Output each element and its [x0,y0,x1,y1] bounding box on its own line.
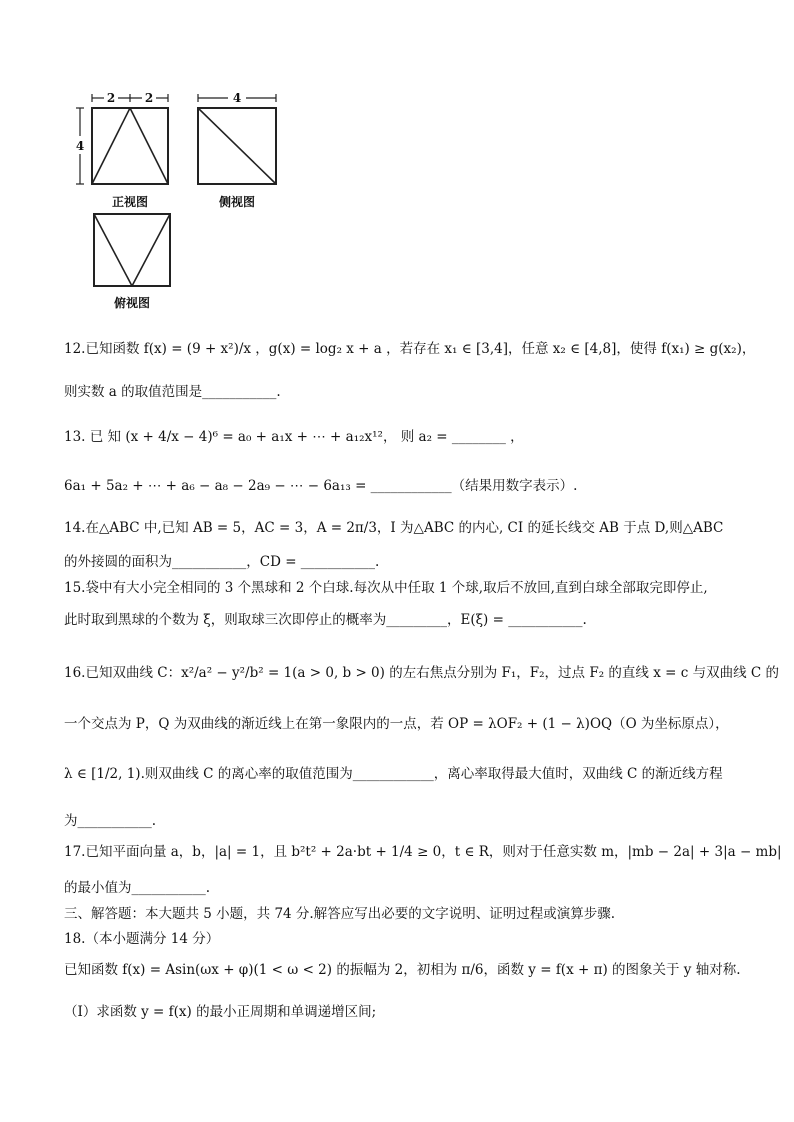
problem-13-line1: 13. 已 知 (x + 4/x − 4)⁶ = a₀ + a₁x + ⋯ + a₁₂x¹²， 则 a₂ = ________ ， [64,429,524,445]
problem-13-line2: 6a₁ + 5a₂ + ⋯ + a₆ − a₈ − 2a₉ − ⋯ − 6a₁₃ = ____________（结果用数字表示）. [64,478,578,494]
problem-18-header: 18.（本小题满分 14 分） [64,931,220,947]
problem-12-line1: 12.已知函数 f(x) = (9 + x²)/x ，g(x) = log₂ x + a ，若存在 x₁ ∈ [3,4]，任意 x₂ ∈ [4,8]，使得 f(x₁) ≥ g(x₂)， [64,341,756,357]
problem-18-line1: 已知函数 f(x) = Asin(ωx + φ)(1 < ω < 2) 的振幅为 2，初相为 π/6，函数 y = f(x + π) 的图象关于 y 轴对称. [64,962,741,978]
problem-18-part1: （Ⅰ）求函数 y = f(x) 的最小正周期和单调递增区间; [64,1004,377,1020]
problem-16-line2: 一个交点为 P，Q 为双曲线的渐近线上在第一象限内的一点，若 OP = λOF₂ + (1 − λ)OQ（O 为坐标原点）， [64,716,729,732]
problem-14-line1: 14.在△ABC 中,已知 AB = 5，AC = 3，A = 2π/3，I 为△ABC 的内心, CI 的延长线交 AB 于点 D,则△ABC [64,520,724,536]
problem-16-line3: λ ∈ [1/2, 1).则双曲线 C 的离心率的取值范围为____________，离心率取得最大值时，双曲线 C 的渐近线方程 [64,766,723,782]
side-view [198,91,276,209]
top-view-caption: 俯视图 [113,296,151,310]
problem-17-line1: 17.已知平面向量 a，b，|a| = 1，且 b²t² + 2a·bt + 1/4 ≥ 0，t ∈ R，则对于任意实数 m，|mb − 2a| + 3|a − mb| [64,844,782,860]
dim-left: 4 [75,139,85,153]
problem-15-line1: 15.袋中有大小完全相同的 3 个黑球和 2 个白球.每次从中任取 1 个球,取后不放回,直到白球全部取完即停止, [64,580,708,596]
section-3-heading: 三、解答题：本大题共 5 小题，共 74 分.解答应写出必要的文字说明、证明过程或演算步骤. [64,906,616,922]
dim-top: 4 [232,91,242,105]
problem-16-line4: 为___________. [64,813,157,829]
three-view-drawing [66,86,296,314]
problem-16-line1: 16.已知双曲线 C：x²/a² − y²/b² = 1(a > 0, b > 0) 的左右焦点分别为 F₁，F₂，过点 F₂ 的直线 x = c 与双曲线 C 的 [64,665,779,681]
problem-15-line2: 此时取到黑球的个数为 ξ，则取球三次即停止的概率为_________，E(ξ) = ___________. [64,612,587,628]
problem-14-line2: 的外接圆的面积为___________，CD = ___________. [64,554,380,570]
problem-12-line2: 则实数 a 的取值范围是___________. [64,384,281,400]
side-view-caption: 侧视图 [218,195,256,209]
problem-17-line2: 的最小值为___________. [64,880,211,896]
front-view [76,91,168,209]
dim-top-left: 2 [106,91,116,105]
three-view-figure [66,86,296,314]
front-view-caption: 正视图 [111,195,149,209]
top-view [94,214,170,310]
dim-top-right: 2 [144,91,154,105]
